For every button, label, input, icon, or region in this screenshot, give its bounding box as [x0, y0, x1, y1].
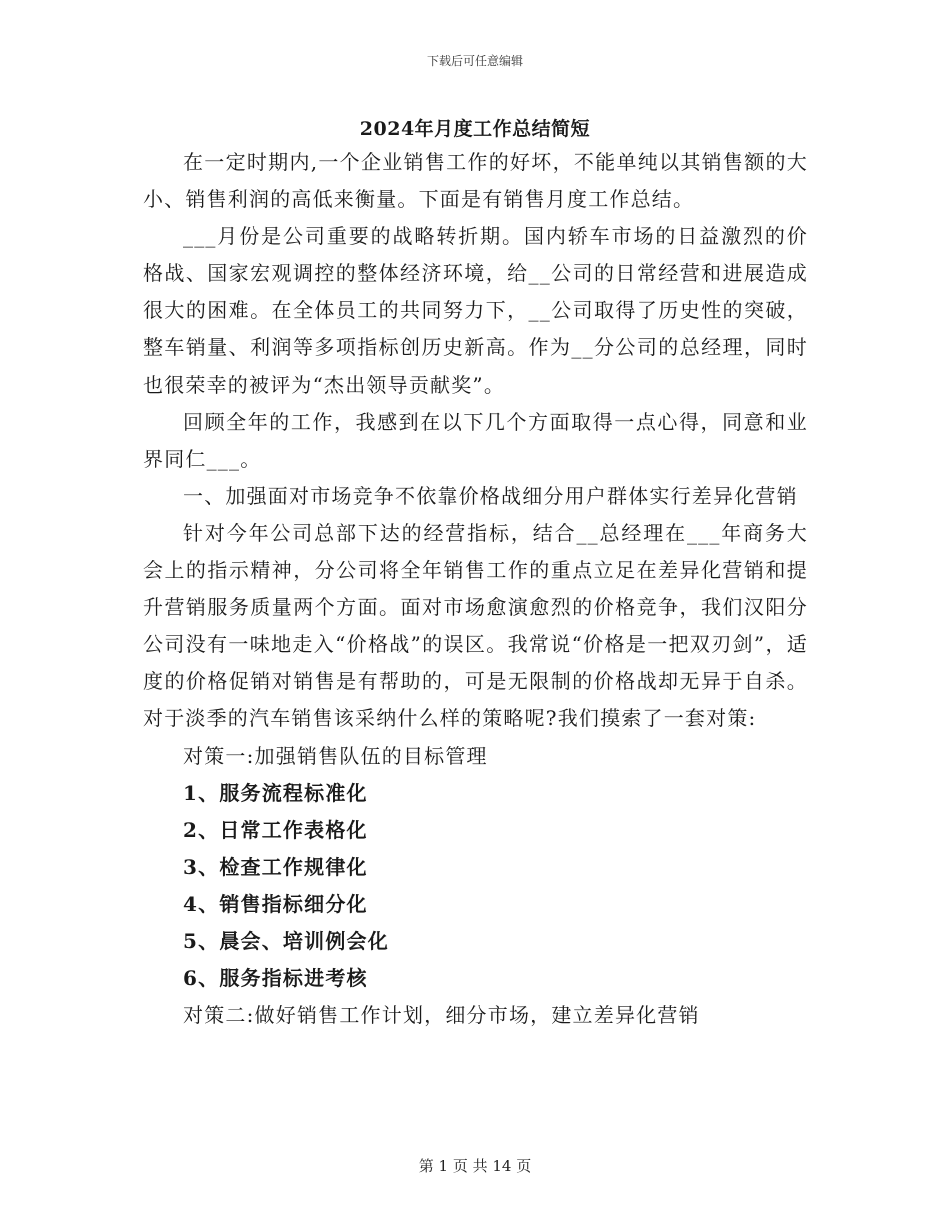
- list-item: 4、销售指标细分化: [183, 891, 368, 916]
- list-item: 2、日常工作表格化: [183, 817, 368, 842]
- header-note: 下载后可任意编辑: [426, 54, 523, 68]
- list-item: 3、检查工作规律化: [183, 854, 368, 879]
- paragraph-strategy-context: 针对今年公司总部下达的经营指标，结合__总经理在___年商务大会上的指示精神，分公司将全年销售工作的重点立足在差异化营销和提升营销服务质量两个方面。面对市场愈演愈烈的价格竞争，我们汉阳分公司没有一味地走入“价格战”的误区。我常说“价格是一把双刃剑”，适度的价格促销对销售是有帮助的，可是无限制的价格战却无异于自杀。对于淡季的汽车销售该采纳什么样的策略呢?我们摸索了一套对策:: [143, 520, 808, 731]
- paragraph-month-overview: ___月份是公司重要的战略转折期。国内轿车市场的日益激烈的价格战、国家宏观调控的整体经济环境，给__公司的日常经营和进展造成很大的困难。在全体员工的共同努力下，__公司取得了历史性的突破，整车销量、利润等多项指标创历史新高。作为__分公司的总经理，同时也很荣幸的被评为“杰出领导贡献奖”。: [143, 224, 808, 397]
- list-item: 6、服务指标进考核: [183, 966, 368, 991]
- list-item: 1、服务流程标准化: [183, 780, 368, 805]
- document-body: [143, 144, 808, 1034]
- paragraph-intro: 在一定时期内,一个企业销售工作的好坏，不能单纯以其销售额的大小、销售利润的高低来衡量。下面是有销售月度工作总结。: [143, 150, 808, 212]
- page-number: 第 1 页 共 14 页: [418, 1157, 532, 1175]
- paragraph-review: 回顾全年的工作，我感到在以下几个方面取得一点心得，同意和业界同仁___。: [143, 409, 808, 471]
- section-heading-one: 一、加强面对市场竞争不依靠价格战细分用户群体实行差异化营销: [183, 483, 798, 508]
- list-item: 5、晨会、培训例会化: [183, 928, 389, 953]
- document-title: 2024年月度工作总结简短: [359, 118, 591, 140]
- strategy-one: 对策一:加强销售队伍的目标管理: [183, 743, 488, 768]
- strategy-two: 对策二:做好销售工作计划，细分市场，建立差异化营销: [183, 1003, 700, 1028]
